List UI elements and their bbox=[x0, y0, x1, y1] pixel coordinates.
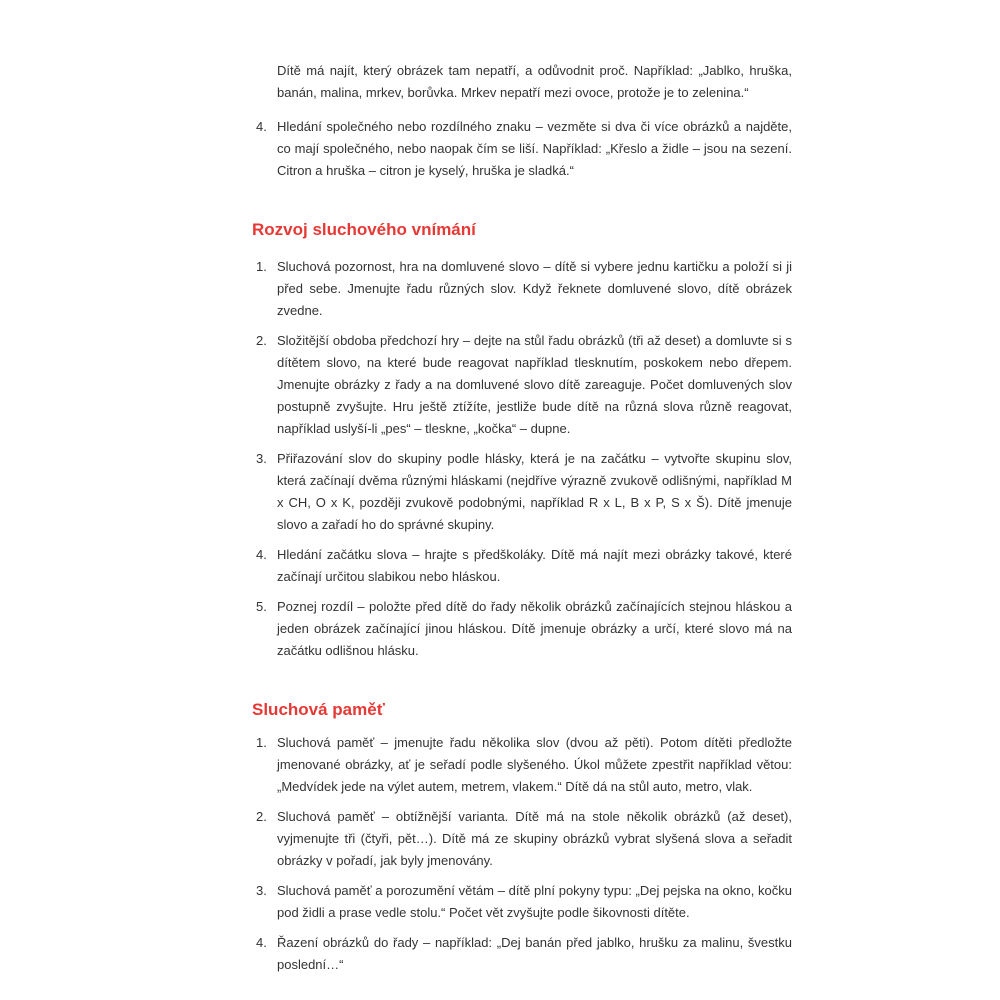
list-item-number: 5. bbox=[256, 599, 267, 614]
list-item-text: Přiřazování slov do skupiny podle hlásky, která je na začátku – vytvořte skupinu slov, která začínají dvěma různými hláskami (nejdříve výrazně zvukově odlišnými, například M x CH, O x K, později zvukově podobnými, například R x L, B x P, S x Š). Dítě jmenuje slovo a zařadí ho do správné skupiny. bbox=[277, 451, 792, 532]
list-item-number: 4. bbox=[256, 547, 267, 562]
list-item-text: Sluchová paměť – obtížnější varianta. Dítě má na stole několik obrázků (až deset), vyjmenujte tři (čtyři, pět…). Dítě má ze skupiny obrázků vybrat slyšená slova a seřadit obrázky v pořadí, jak byly jmenovány. bbox=[277, 809, 792, 868]
list-item-text: Řazení obrázků do řady – například: „Dej banán před jablko, hrušku za malinu, švestku poslední…“ bbox=[277, 935, 792, 972]
list-item bbox=[252, 806, 792, 872]
list-item bbox=[252, 596, 792, 662]
list-item-number: 3. bbox=[256, 883, 267, 898]
document-page bbox=[252, 60, 792, 976]
section-heading-sluchova-pamet: Sluchová paměť bbox=[252, 700, 385, 719]
list-item-text: Hledání začátku slova – hrajte s předškoláky. Dítě má najít mezi obrázky takové, které začínají určitou slabikou nebo hláskou. bbox=[277, 547, 792, 584]
list-item-text: Složitější obdoba předchozí hry – dejte na stůl řadu obrázků (tři až deset) a domluvte si s dítětem slovo, na které bude reagovat například tlesknutím, poskokem nebo dřepem. Jmenujte obrázky z řady a na domluvené slovo dítě zareaguje. Počet domluvených slov postupně zvyšujte. Hru ještě ztížíte, jestliže bude dítě na různá slova různě reagovat, například uslyší-li „pes“ – tleskne, „kočka“ – dupne. bbox=[277, 333, 792, 436]
section-heading-rozvoj-sluchoveho-vnimani: Rozvoj sluchového vnímání bbox=[252, 220, 476, 239]
list-item bbox=[252, 932, 792, 976]
list-item bbox=[252, 544, 792, 588]
intro-paragraph: Dítě má najít, který obrázek tam nepatří, a odůvodnit proč. Například: „Jablko, hruška, banán, malina, mrkev, borůvka. Mrkev nepatří mezi ovoce, protože je to zelenina.“ bbox=[277, 63, 792, 100]
list-item-text: Sluchová pozornost, hra na domluvené slovo – dítě si vybere jednu kartičku a položí si ji před sebe. Jmenujte řadu různých slov. Když řeknete domluvené slovo, dítě obrázek zvedne. bbox=[277, 259, 792, 318]
list-item bbox=[252, 330, 792, 440]
list-item-text: Poznej rozdíl – položte před dítě do řady několik obrázků začínajících stejnou hláskou a jeden obrázek začínající jinou hláskou. Dítě jmenuje obrázky a určí, které slovo má na začátku odlišnou hlásku. bbox=[277, 599, 792, 658]
first-list bbox=[252, 116, 792, 182]
list-item bbox=[252, 732, 792, 798]
section-list-sluchova-pamet bbox=[252, 732, 792, 976]
list-item-text: Hledání společného nebo rozdílného znaku – vezměte si dva či více obrázků a najděte, co mají společného, nebo naopak čím se liší. Například: „Křeslo a židle – jsou na sezení. Citron a hruška – citron je kyselý, hruška je sladká.“ bbox=[277, 119, 792, 178]
list-item-number: 1. bbox=[256, 735, 267, 750]
list-item-text: Sluchová paměť – jmenujte řadu několika slov (dvou až pěti). Potom dítěti předložte jmenované obrázky, ať je seřadí podle slyšeného. Úkol můžete zpestřit například větou: „Medvídek jede na výlet autem, metrem, vlakem.“ Dítě dá na stůl auto, metro, vlak. bbox=[277, 735, 792, 794]
list-item bbox=[252, 256, 792, 322]
list-item-number: 4. bbox=[256, 119, 267, 134]
list-item-number: 4. bbox=[256, 935, 267, 950]
list-item bbox=[252, 116, 792, 182]
list-item-number: 1. bbox=[256, 259, 267, 274]
list-item-text: Sluchová paměť a porozumění větám – dítě plní pokyny typu: „Dej pejska na okno, kočku pod židli a prase vedle stolu.“ Počet vět zvyšujte podle šikovnosti dítěte. bbox=[277, 883, 792, 920]
list-item bbox=[252, 880, 792, 924]
list-item-number: 2. bbox=[256, 333, 267, 348]
list-item-number: 2. bbox=[256, 809, 267, 824]
list-item-number: 3. bbox=[256, 451, 267, 466]
list-item bbox=[252, 448, 792, 536]
section-list-rozvoj bbox=[252, 256, 792, 662]
